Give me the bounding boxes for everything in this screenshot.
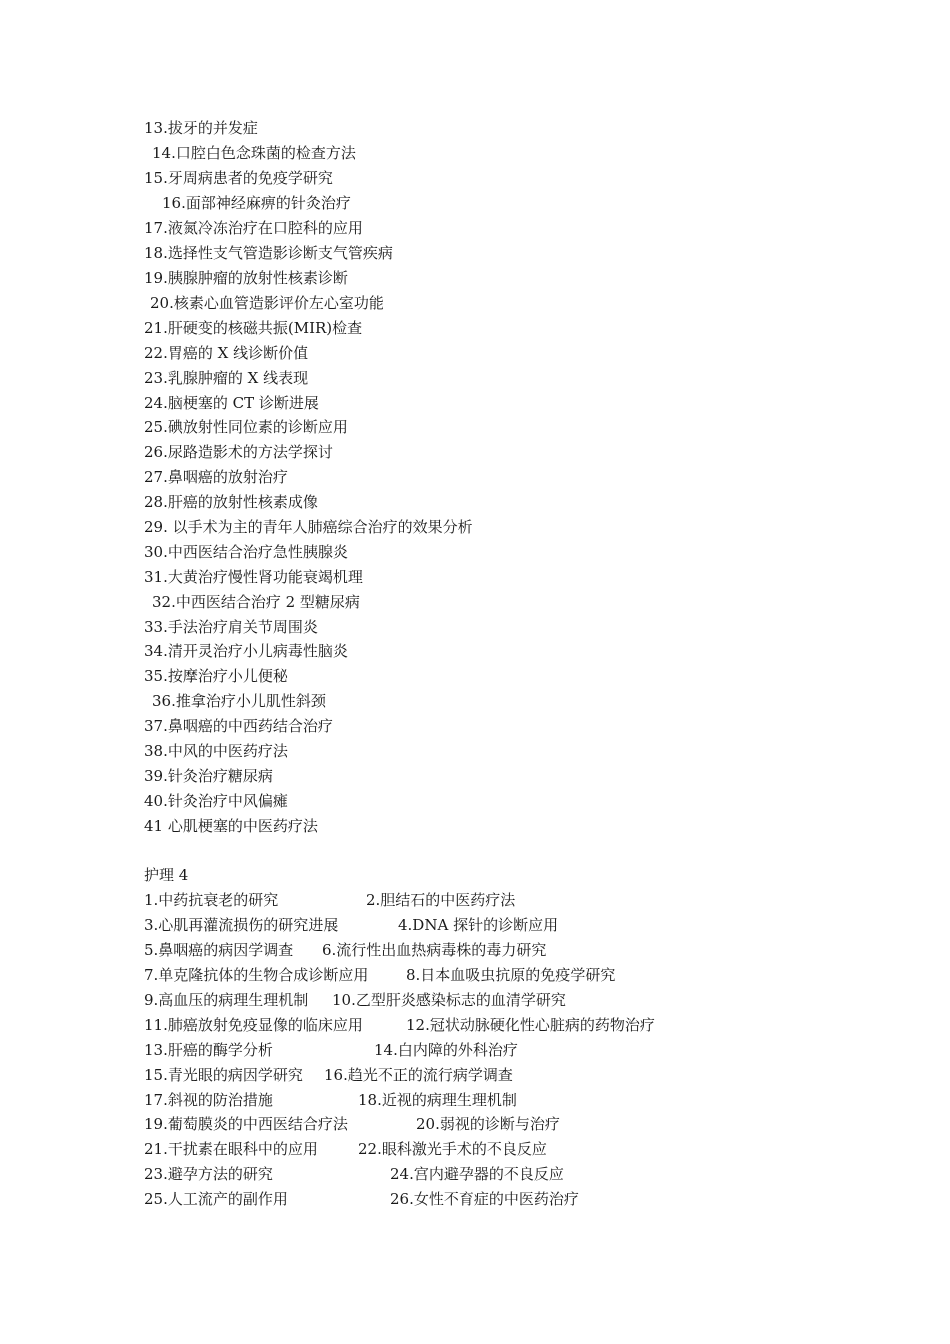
table-row [144, 1015, 655, 1035]
list-item: 27.鼻咽癌的放射治疗 [144, 468, 288, 486]
table-row [144, 890, 516, 910]
list-item: 15.牙周病患者的免疫学研究 [144, 169, 333, 187]
list-item: 26.女性不育症的中医药治疗 [390, 1190, 579, 1208]
list-item: 11.肺癌放射免疫显像的临床应用 [144, 1016, 363, 1034]
table-row [144, 1189, 579, 1209]
list-item: 33.手法治疗肩关节周围炎 [144, 618, 318, 636]
list-item: 24.宫内避孕器的不良反应 [390, 1165, 564, 1183]
list-item: 3.心肌再灌流损伤的研究进展 [144, 916, 339, 934]
list-item: 16.趋光不正的流行病学调查 [324, 1066, 513, 1084]
list-item: 34.清开灵治疗小儿病毒性脑炎 [144, 642, 348, 660]
list-item: 19.葡萄膜炎的中西医结合疗法 [144, 1115, 348, 1133]
table-row [144, 1040, 518, 1060]
list-item: 13.肝癌的酶学分析 [144, 1041, 273, 1059]
list-item: 39.针灸治疗糖尿病 [144, 767, 273, 785]
list-item: 17.斜视的防治措施 [144, 1091, 273, 1109]
list-item: 21.干扰素在眼科中的应用 [144, 1140, 318, 1158]
list-item: 41 心肌梗塞的中医药疗法 [144, 817, 318, 835]
list-item: 17.液氮冷冻治疗在口腔科的应用 [144, 219, 363, 237]
list-item: 23.避孕方法的研究 [144, 1165, 273, 1183]
list-item: 10.乙型肝炎感染标志的血清学研究 [332, 991, 566, 1009]
list-item: 18.近视的病理生理机制 [358, 1091, 517, 1109]
list-item: 7.单克隆抗体的生物合成诊断应用 [144, 966, 369, 984]
list-item: 26.尿路造影术的方法学探讨 [144, 443, 333, 461]
table-row [144, 1090, 517, 1110]
list-item: 22.眼科激光手术的不良反应 [358, 1140, 547, 1158]
list-item: 9.高血压的病理生理机制 [144, 991, 309, 1009]
list-item: 13.拔牙的并发症 [144, 119, 258, 137]
list-item: 29. 以手术为主的青年人肺癌综合治疗的效果分析 [144, 518, 473, 536]
list-item: 12.冠状动脉硬化性心脏病的药物治疗 [406, 1016, 655, 1034]
list-item: 23.乳腺肿瘤的 X 线表现 [144, 369, 309, 387]
list-item: 8.日本血吸虫抗原的免疫学研究 [406, 966, 616, 984]
list-item: 37.鼻咽癌的中西药结合治疗 [144, 717, 333, 735]
list-item: 40.针灸治疗中风偏瘫 [144, 792, 288, 810]
list-item: 30.中西医结合治疗急性胰腺炎 [144, 543, 348, 561]
list-item: 14.口腔白色念珠菌的检查方法 [152, 144, 356, 162]
list-item: 31.大黄治疗慢性肾功能衰竭机理 [144, 568, 363, 586]
table-row [144, 915, 559, 935]
list-item: 28.肝癌的放射性核素成像 [144, 493, 318, 511]
list-item: 20.弱视的诊断与治疗 [416, 1115, 560, 1133]
table-row [144, 990, 566, 1010]
list-item: 19.胰腺肿瘤的放射性核素诊断 [144, 269, 348, 287]
list-item: 25.碘放射性同位素的诊断应用 [144, 418, 348, 436]
table-row [144, 965, 616, 985]
list-item: 6.流行性出血热病毒株的毒力研究 [322, 941, 547, 959]
list-item: 18.选择性支气管造影诊断支气管疾病 [144, 244, 393, 262]
list-item: 25.人工流产的副作用 [144, 1190, 288, 1208]
list-item: 2.胆结石的中医药疗法 [366, 891, 516, 909]
table-row [144, 1164, 564, 1184]
list-item: 20.核素心血管造影评价左心室功能 [150, 294, 384, 312]
table-row [144, 940, 547, 960]
list-item: 4.DNA 探针的诊断应用 [398, 916, 559, 934]
list-item: 15.青光眼的病因学研究 [144, 1066, 303, 1084]
list-item: 22.胃癌的 X 线诊断价值 [144, 344, 309, 362]
table-row [144, 1139, 547, 1159]
table-row [144, 1114, 560, 1134]
list-item: 21.肝硬变的核磁共振(MIR)检查 [144, 319, 363, 337]
list-item: 5.鼻咽癌的病因学调查 [144, 941, 294, 959]
table-row [144, 1065, 513, 1085]
list-item: 24.脑梗塞的 CT 诊断进展 [144, 394, 319, 412]
list-item: 38.中风的中医药疗法 [144, 742, 288, 760]
list-item: 14.白内障的外科治疗 [374, 1041, 518, 1059]
list-item: 36.推拿治疗小儿肌性斜颈 [152, 692, 326, 710]
list-item: 16.面部神经麻痹的针灸治疗 [162, 194, 351, 212]
list-item: 1.中药抗衰老的研究 [144, 891, 279, 909]
list-item: 35.按摩治疗小儿便秘 [144, 667, 288, 685]
list-item: 32.中西医结合治疗 2 型糖尿病 [152, 593, 360, 611]
section-heading: 护理 4 [144, 866, 189, 884]
